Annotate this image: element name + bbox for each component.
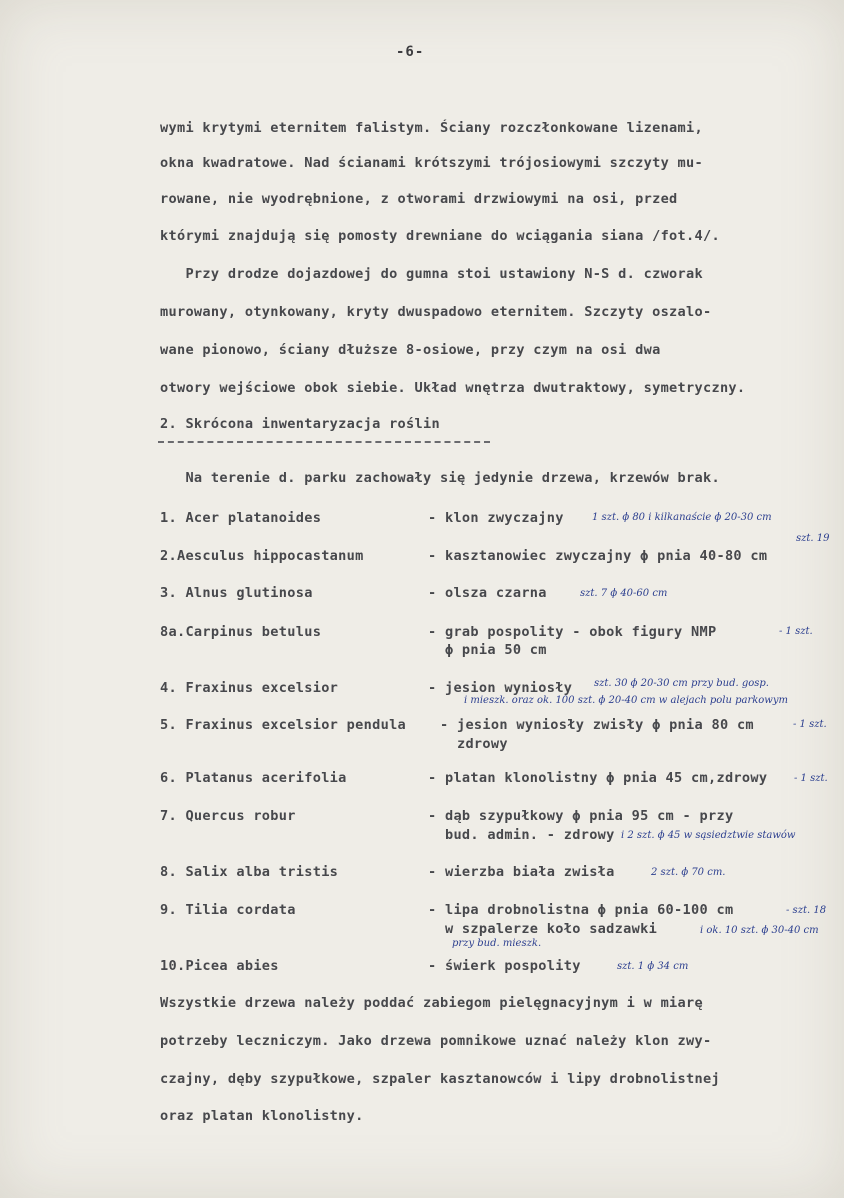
species-name: 4. Fraxinus excelsior bbox=[160, 680, 339, 696]
handwritten-note: przy bud. mieszk. bbox=[452, 938, 542, 949]
closing-line: Wszystkie drzewa należy poddać zabiegom pielęgnacyjnym i w miarę bbox=[160, 995, 703, 1011]
species-description-continued: w szpalerze koło sadzawki bbox=[428, 921, 658, 937]
species-description: - dąb szypułkowy ϕ pnia 95 cm - przy bbox=[428, 808, 734, 824]
page-number: -6- bbox=[396, 44, 425, 60]
handwritten-note: i mieszk. oraz ok. 100 szt. ϕ 20-40 cm w alejach polu parkowym bbox=[464, 695, 788, 706]
species-description: - klon zwyczajny bbox=[428, 510, 564, 526]
species-description-continued: bud. admin. - zdrowy bbox=[428, 827, 615, 843]
handwritten-note: szt. 1 ϕ 34 cm bbox=[617, 961, 689, 972]
species-description: - jesion wyniosły zwisły ϕ pnia 80 cm bbox=[440, 717, 754, 733]
intro-line: Na terenie d. parku zachowały się jedynie drzewa, krzewów brak. bbox=[160, 470, 720, 486]
species-name: 9. Tilia cordata bbox=[160, 902, 296, 918]
paragraph-line: okna kwadratowe. Nad ścianami krótszymi trójosiowymi szczyty mu- bbox=[160, 155, 703, 171]
section-heading: 2. Skrócona inwentaryzacja roślin bbox=[160, 416, 440, 432]
handwritten-note: - 1 szt. bbox=[779, 626, 813, 637]
species-name: 3. Alnus glutinosa bbox=[160, 585, 313, 601]
paragraph-line: wane pionowo, ściany dłuższe 8-osiowe, przy czym na osi dwa bbox=[160, 342, 661, 358]
paragraph-line: otwory wejściowe obok siebie. Układ wnętrza dwutraktowy, symetryczny. bbox=[160, 380, 746, 396]
species-name: 5. Fraxinus excelsior pendula bbox=[160, 717, 407, 733]
closing-line: oraz platan klonolistny. bbox=[160, 1108, 364, 1124]
species-name: 2.Aesculus hippocastanum bbox=[160, 548, 364, 564]
handwritten-note: 2 szt. ϕ 70 cm. bbox=[651, 867, 726, 878]
species-description: - platan klonolistny ϕ pnia 45 cm,zdrowy bbox=[428, 770, 768, 786]
paragraph-line: murowany, otynkowany, kryty dwuspadowo eternitem. Szczyty oszalo- bbox=[160, 304, 712, 320]
species-description: - olsza czarna bbox=[428, 585, 547, 601]
species-name: 8. Salix alba tristis bbox=[160, 864, 339, 880]
paragraph-line: wymi krytymi eternitem falistym. Ściany rozczłonkowane lizenami, bbox=[160, 120, 703, 136]
handwritten-note: - 1 szt. bbox=[794, 773, 828, 784]
handwritten-note: - 1 szt. bbox=[793, 719, 827, 730]
paragraph-line: Przy drodze dojazdowej do gumna stoi ustawiony N-S d. czworak bbox=[160, 266, 703, 282]
handwritten-note: i ok. 10 szt. ϕ 30-40 cm bbox=[700, 925, 819, 936]
species-name: 7. Quercus robur bbox=[160, 808, 296, 824]
handwritten-note: i 2 szt. ϕ 45 w sąsiedztwie stawów bbox=[621, 830, 796, 841]
heading-underline bbox=[158, 441, 490, 443]
species-description: - wierzba biała zwisła bbox=[428, 864, 615, 880]
handwritten-note: szt. 19 bbox=[796, 533, 830, 544]
paragraph-line: rowane, nie wyodrębnione, z otworami drzwiowymi na osi, przed bbox=[160, 191, 678, 207]
species-name: 10.Picea abies bbox=[160, 958, 279, 974]
species-name: 8a.Carpinus betulus bbox=[160, 624, 322, 640]
species-name: 6. Platanus acerifolia bbox=[160, 770, 347, 786]
handwritten-note: szt. 7 ϕ 40-60 cm bbox=[580, 588, 668, 599]
species-name: 1. Acer platanoides bbox=[160, 510, 322, 526]
species-description-continued: ϕ pnia 50 cm bbox=[428, 642, 547, 658]
species-description-continued: zdrowy bbox=[440, 736, 508, 752]
closing-line: czajny, dęby szypułkowe, szpaler kasztanowców i lipy drobnolistnej bbox=[160, 1071, 720, 1087]
handwritten-note: - szt. 18 bbox=[786, 905, 827, 916]
species-description: - kasztanowiec zwyczajny ϕ pnia 40-80 cm bbox=[428, 548, 768, 564]
species-description: - grab pospolity - obok figury NMP bbox=[428, 624, 717, 640]
handwritten-note: szt. 30 ϕ 20-30 cm przy bud. gosp. bbox=[594, 678, 769, 689]
species-description: - lipa drobnolistna ϕ pnia 60-100 cm bbox=[428, 902, 734, 918]
paragraph-line: którymi znajdują się pomosty drewniane do wciągania siana /fot.4/. bbox=[160, 228, 720, 244]
species-description: - świerk pospolity bbox=[428, 958, 581, 974]
handwritten-note: 1 szt. ϕ 80 i kilkanaście ϕ 20-30 cm bbox=[592, 512, 772, 523]
species-description: - jesion wyniosły bbox=[428, 680, 573, 696]
closing-line: potrzeby leczniczym. Jako drzewa pomnikowe uznać należy klon zwy- bbox=[160, 1033, 712, 1049]
